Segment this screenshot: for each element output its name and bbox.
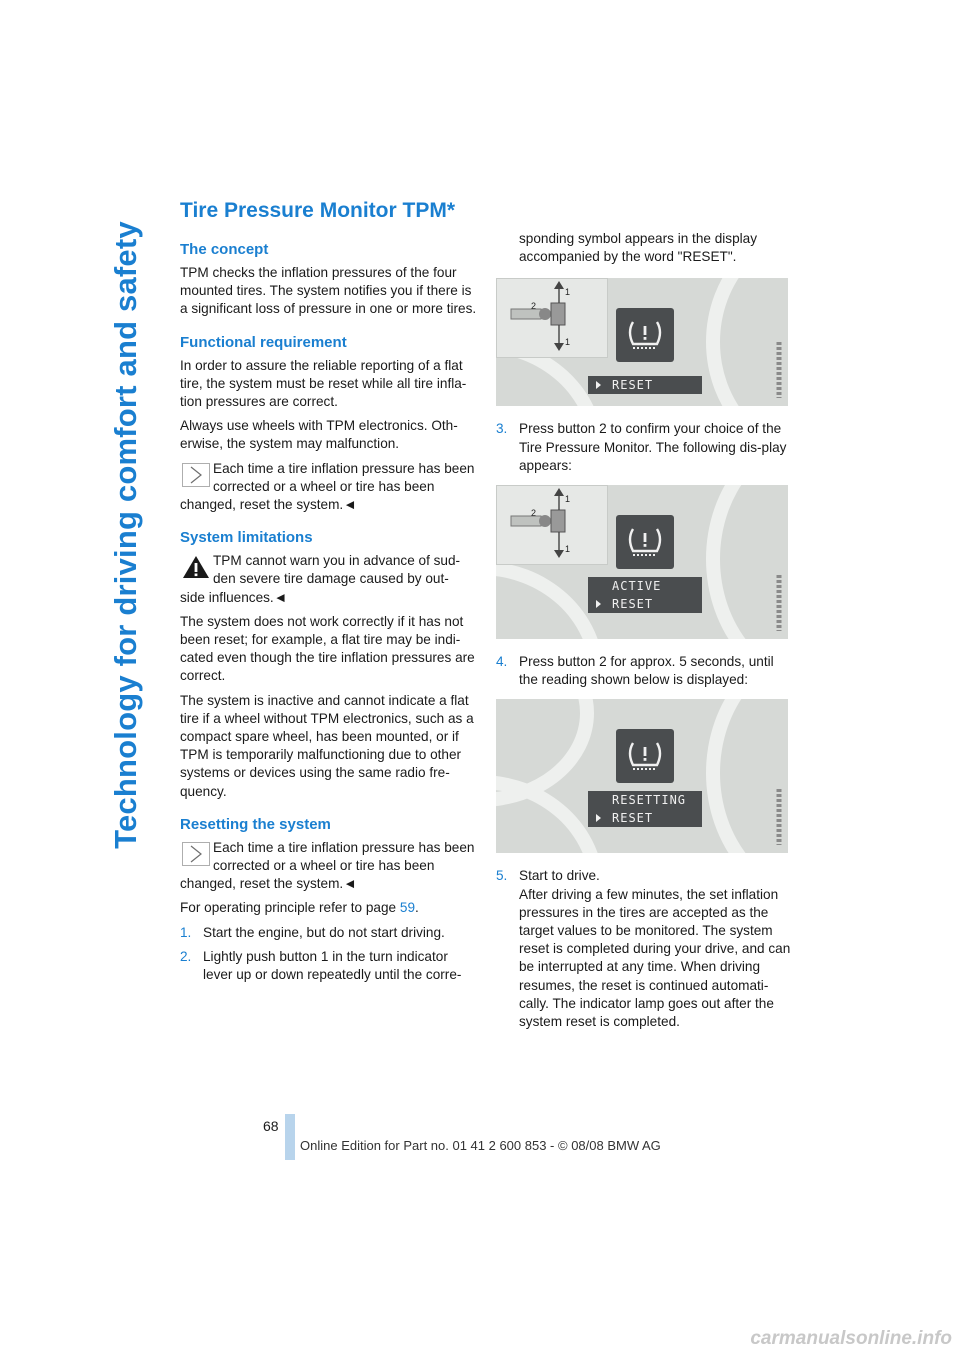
heading-resetting: Resetting the system [180, 815, 331, 833]
display-text-bar: RESET [588, 376, 702, 394]
svg-text:2: 2 [531, 508, 537, 519]
turn-indicator-lever [496, 278, 608, 358]
section-resetting [180, 815, 480, 984]
functional-text-2: Always use wheels with TPM electronics. Oth-erwise, the system may malfunction. [180, 418, 458, 452]
tire-pressure-icon [625, 525, 665, 559]
turn-indicator-lever [496, 485, 608, 565]
figure-code-label [774, 787, 784, 847]
figure-code-label [774, 340, 784, 400]
display-text-bar: RESETTING RESET [588, 791, 702, 827]
section-limitations [180, 528, 480, 801]
concept-text: TPM checks the inflation pressures of the four mounted tires. The system notifies you if there is a significant loss of pressure in one or more tires. [180, 265, 477, 317]
svg-text:2: 2 [531, 301, 537, 312]
heading-concept: The concept [180, 241, 269, 258]
limitations-text-2: The system is inactive and cannot indicate a flat tire if a wheel without TPM electronics, such as a compact spare wheel, has been mounted, or if TPM is temporarily malfunctioning due to other systems or devices using the same radio fre-quency. [180, 692, 474, 799]
note-resetting: Each time a tire inflation pressure has been corrected or a wheel or tire has been changed, reset the system.◄ [180, 839, 475, 892]
section-concept [180, 240, 480, 319]
tpm-indicator-screen [616, 729, 674, 783]
left-column [180, 198, 480, 998]
figure-code-label [774, 573, 784, 633]
step-4: 4. Press button 2 for approx. 5 seconds, until the reading shown below is displayed: [496, 654, 774, 688]
svg-text:1: 1 [565, 337, 571, 348]
tire-pressure-icon [625, 318, 665, 352]
online-edition-note: Online Edition for Part no. 01 41 2 600 853 - © 08/08 BMW AG [300, 1138, 661, 1153]
svg-text:1: 1 [565, 287, 571, 298]
note-functional: Each time a tire inflation pressure has been corrected or a wheel or tire has been changed, reset the system.◄ [180, 460, 475, 513]
limitations-text-1: The system does not work correctly if it has not been reset; for example, a flat tire may be indi-cated even though the tire inflation pressures are correct. [180, 613, 475, 684]
tire-pressure-icon [625, 739, 665, 773]
chapter-side-title: Technology for driving comfort and safety [108, 221, 143, 849]
svg-text:1: 1 [565, 544, 571, 555]
figure-active-reset-display [496, 485, 788, 639]
figure-reset-display [496, 278, 788, 406]
figure-resetting-display [496, 699, 788, 853]
tpm-indicator-screen [616, 515, 674, 569]
functional-text-1: In order to assure the reliable reporting of a flat tire, the system must be reset while all tire infla-tion pressures are correct. [180, 357, 467, 410]
lever-diagram-icon [497, 486, 607, 564]
note-arrow-icon [182, 842, 210, 866]
lever-diagram-icon [497, 279, 607, 357]
footer-accent-bar [285, 1114, 295, 1160]
note-arrow-icon [182, 463, 210, 487]
heading-limitations: System limitations [180, 529, 313, 547]
step-3: 3. Press button 2 to confirm your choice of the Tire Pressure Monitor. The following dis-play appears: [496, 421, 787, 473]
page-reference: For operating principle refer to page 59. [180, 900, 419, 916]
watermark: carmanualsonline.info [750, 1328, 952, 1349]
page-link-59[interactable]: 59 [399, 900, 416, 916]
step-2: 2. Lightly push button 1 in the turn indicator lever up or down repeatedly until the corre- [180, 948, 462, 983]
step-5: 5. Start to drive. After driving a few minutes, the set inflation pressures in the tires are accepted as the target values to be monitored. The system reset is completed during your drive, and can be interrupted at any time. When driving resumes, the reset is continued automati-cally. The indicator lamp goes out after the system reset is completed. [496, 868, 791, 1030]
page-title: Tire Pressure Monitor TPM* [180, 199, 456, 222]
svg-text:1: 1 [565, 494, 571, 505]
heading-functional: Functional requirement [180, 333, 347, 351]
tpm-indicator-screen [616, 308, 674, 362]
step-2-continued: sponding symbol appears in the display accompanied by the word "RESET". [519, 231, 758, 265]
warning-limitations: TPM cannot warn you in advance of sud-den severe tire damage caused by out- side influences.◄ [180, 553, 461, 605]
page-number: 68 [263, 1118, 279, 1134]
section-functional [180, 333, 480, 515]
warning-triangle-icon [182, 555, 210, 579]
right-column [496, 230, 792, 1037]
step-1: 1. Start the engine, but do not start driving. [180, 924, 445, 940]
display-text-bar: ACTIVE RESET [588, 577, 702, 613]
